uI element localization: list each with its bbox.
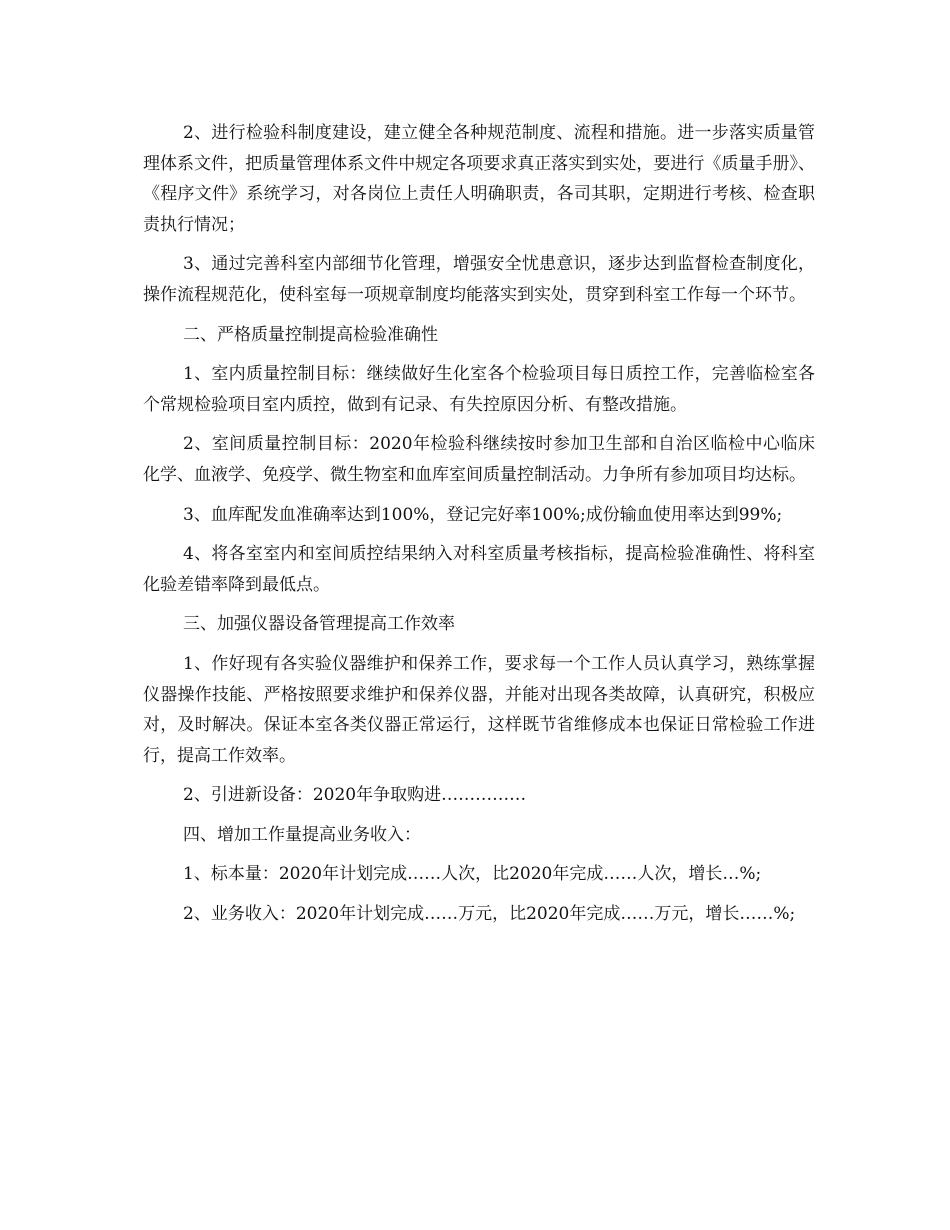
document-body — [143, 118, 815, 939]
paragraph-indoor-quality-control: 1、室内质量控制目标：继续做好生化室各个检验项目每日质控工作，完善临检室各个常规检验项目室内质控，做到有记录、有失控原因分析、有整改措施。 — [143, 364, 815, 415]
paragraph-specimen-volume: 1、标本量：2020年计划完成……人次，比2020年完成……人次，增长…%; — [183, 864, 762, 885]
paragraph-blood-bank: 3、血库配发血准确率达到100%，登记完好率100%;成份输血使用率达到99%; — [183, 504, 783, 525]
paragraph-item-2: 2、进行检验科制度建设，建立健全各种规范制度、流程和措施。进一步落实质量管理体系文件，把质量管理体系文件中规定各项要求真正落实到实处，要进行《质量手册》、《程序文件》系统学习，对各岗位上责任人明确职责，各司其职，定期进行考核、检查职责执行情况； — [143, 123, 815, 235]
paragraph-new-equipment: 2、引进新设备：2020年争取购进…………… — [183, 785, 527, 806]
paragraph-business-income: 2、业务收入：2020年计划完成……万元，比2020年完成……万元，增长……%; — [183, 904, 796, 925]
paragraph-item-3: 3、通过完善科室内部细节化管理，增强安全忧患意识，逐步达到监督检查制度化，操作流程规范化，使科室每一项规章制度均能落实到实处，贯穿到科室工作每一个环节。 — [143, 254, 815, 305]
paragraph-quality-indicators: 4、将各室室内和室间质控结果纳入对科室质量考核指标，提高检验准确性、将科室化验差错率降到最低点。 — [143, 544, 815, 595]
paragraph-interlab-quality-control: 2、室间质量控制目标：2020年检验科继续按时参加卫生部和自治区临检中心临床化学、血液学、免疫学、微生物室和血库室间质量控制活动。力争所有参加项目均达标。 — [143, 434, 815, 485]
section-heading-2: 二、严格质量控制提高检验准确性 — [183, 324, 438, 345]
section-heading-4: 四、增加工作量提高业务收入： — [183, 824, 421, 845]
section-heading-3: 三、加强仪器设备管理提高工作效率 — [183, 614, 455, 635]
paragraph-equipment-maintenance: 1、作好现有各实验仪器维护和保养工作，要求每一个工作人员认真学习，熟练掌握仪器操作技能、严格按照要求维护和保养仪器，并能对出现各类故障，认真研究，积极应对，及时解决。保证本室各类仪器正常运行，这样既节省维修成本也保证日常检验工作进行，提高工作效率。 — [143, 653, 815, 766]
